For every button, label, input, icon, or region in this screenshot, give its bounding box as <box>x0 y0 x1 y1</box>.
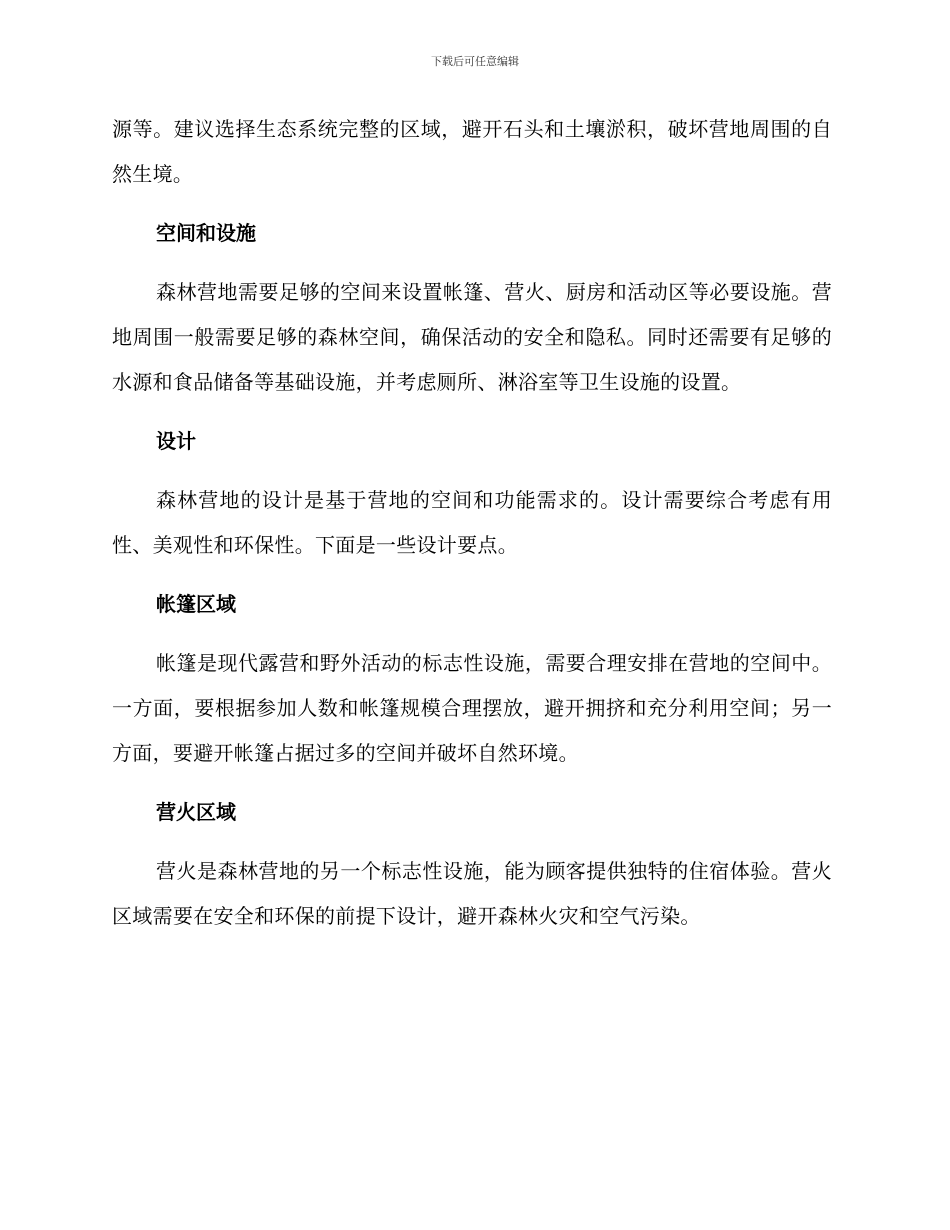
heading-tent-area: 帐篷区域 <box>156 592 236 616</box>
heading-campfire-area: 营火区域 <box>156 800 236 824</box>
paragraph-natural-habitat: 源等。建议选择生态系统完整的区域，避开石头和土壤淤积，破坏营地周围的自然生境。 <box>112 117 832 186</box>
paragraph-design: 森林营地的设计是基于营地的空间和功能需求的。设计需要综合考虑有用性、美观性和环保性。下面是一些设计要点。 <box>112 488 832 557</box>
page-header: 下载后可任意编辑 <box>431 55 519 68</box>
paragraph-campfire-area: 营火是森林营地的另一个标志性设施，能为顾客提供独特的住宿体验。营火区域需要在安全和环保的前提下设计，避开森林火灾和空气污染。 <box>112 859 832 928</box>
document-body <box>112 107 832 939</box>
heading-design: 设计 <box>156 429 196 453</box>
paragraph-space-facilities: 森林营地需要足够的空间来设置帐篷、营火、厨房和活动区等必要设施。营地周围一般需要足够的森林空间，确保活动的安全和隐私。同时还需要有足够的水源和食品储备等基础设施，并考虑厕所、淋浴室等卫生设施的设置。 <box>112 280 832 394</box>
paragraph-tent-area: 帐篷是现代露营和野外活动的标志性设施，需要合理安排在营地的空间中。一方面，要根据参加人数和帐篷规模合理摆放，避开拥挤和充分利用空间；另一方面，要避开帐篷占据过多的空间并破坏自然环境。 <box>112 651 832 765</box>
heading-space-facilities: 空间和设施 <box>156 221 256 245</box>
